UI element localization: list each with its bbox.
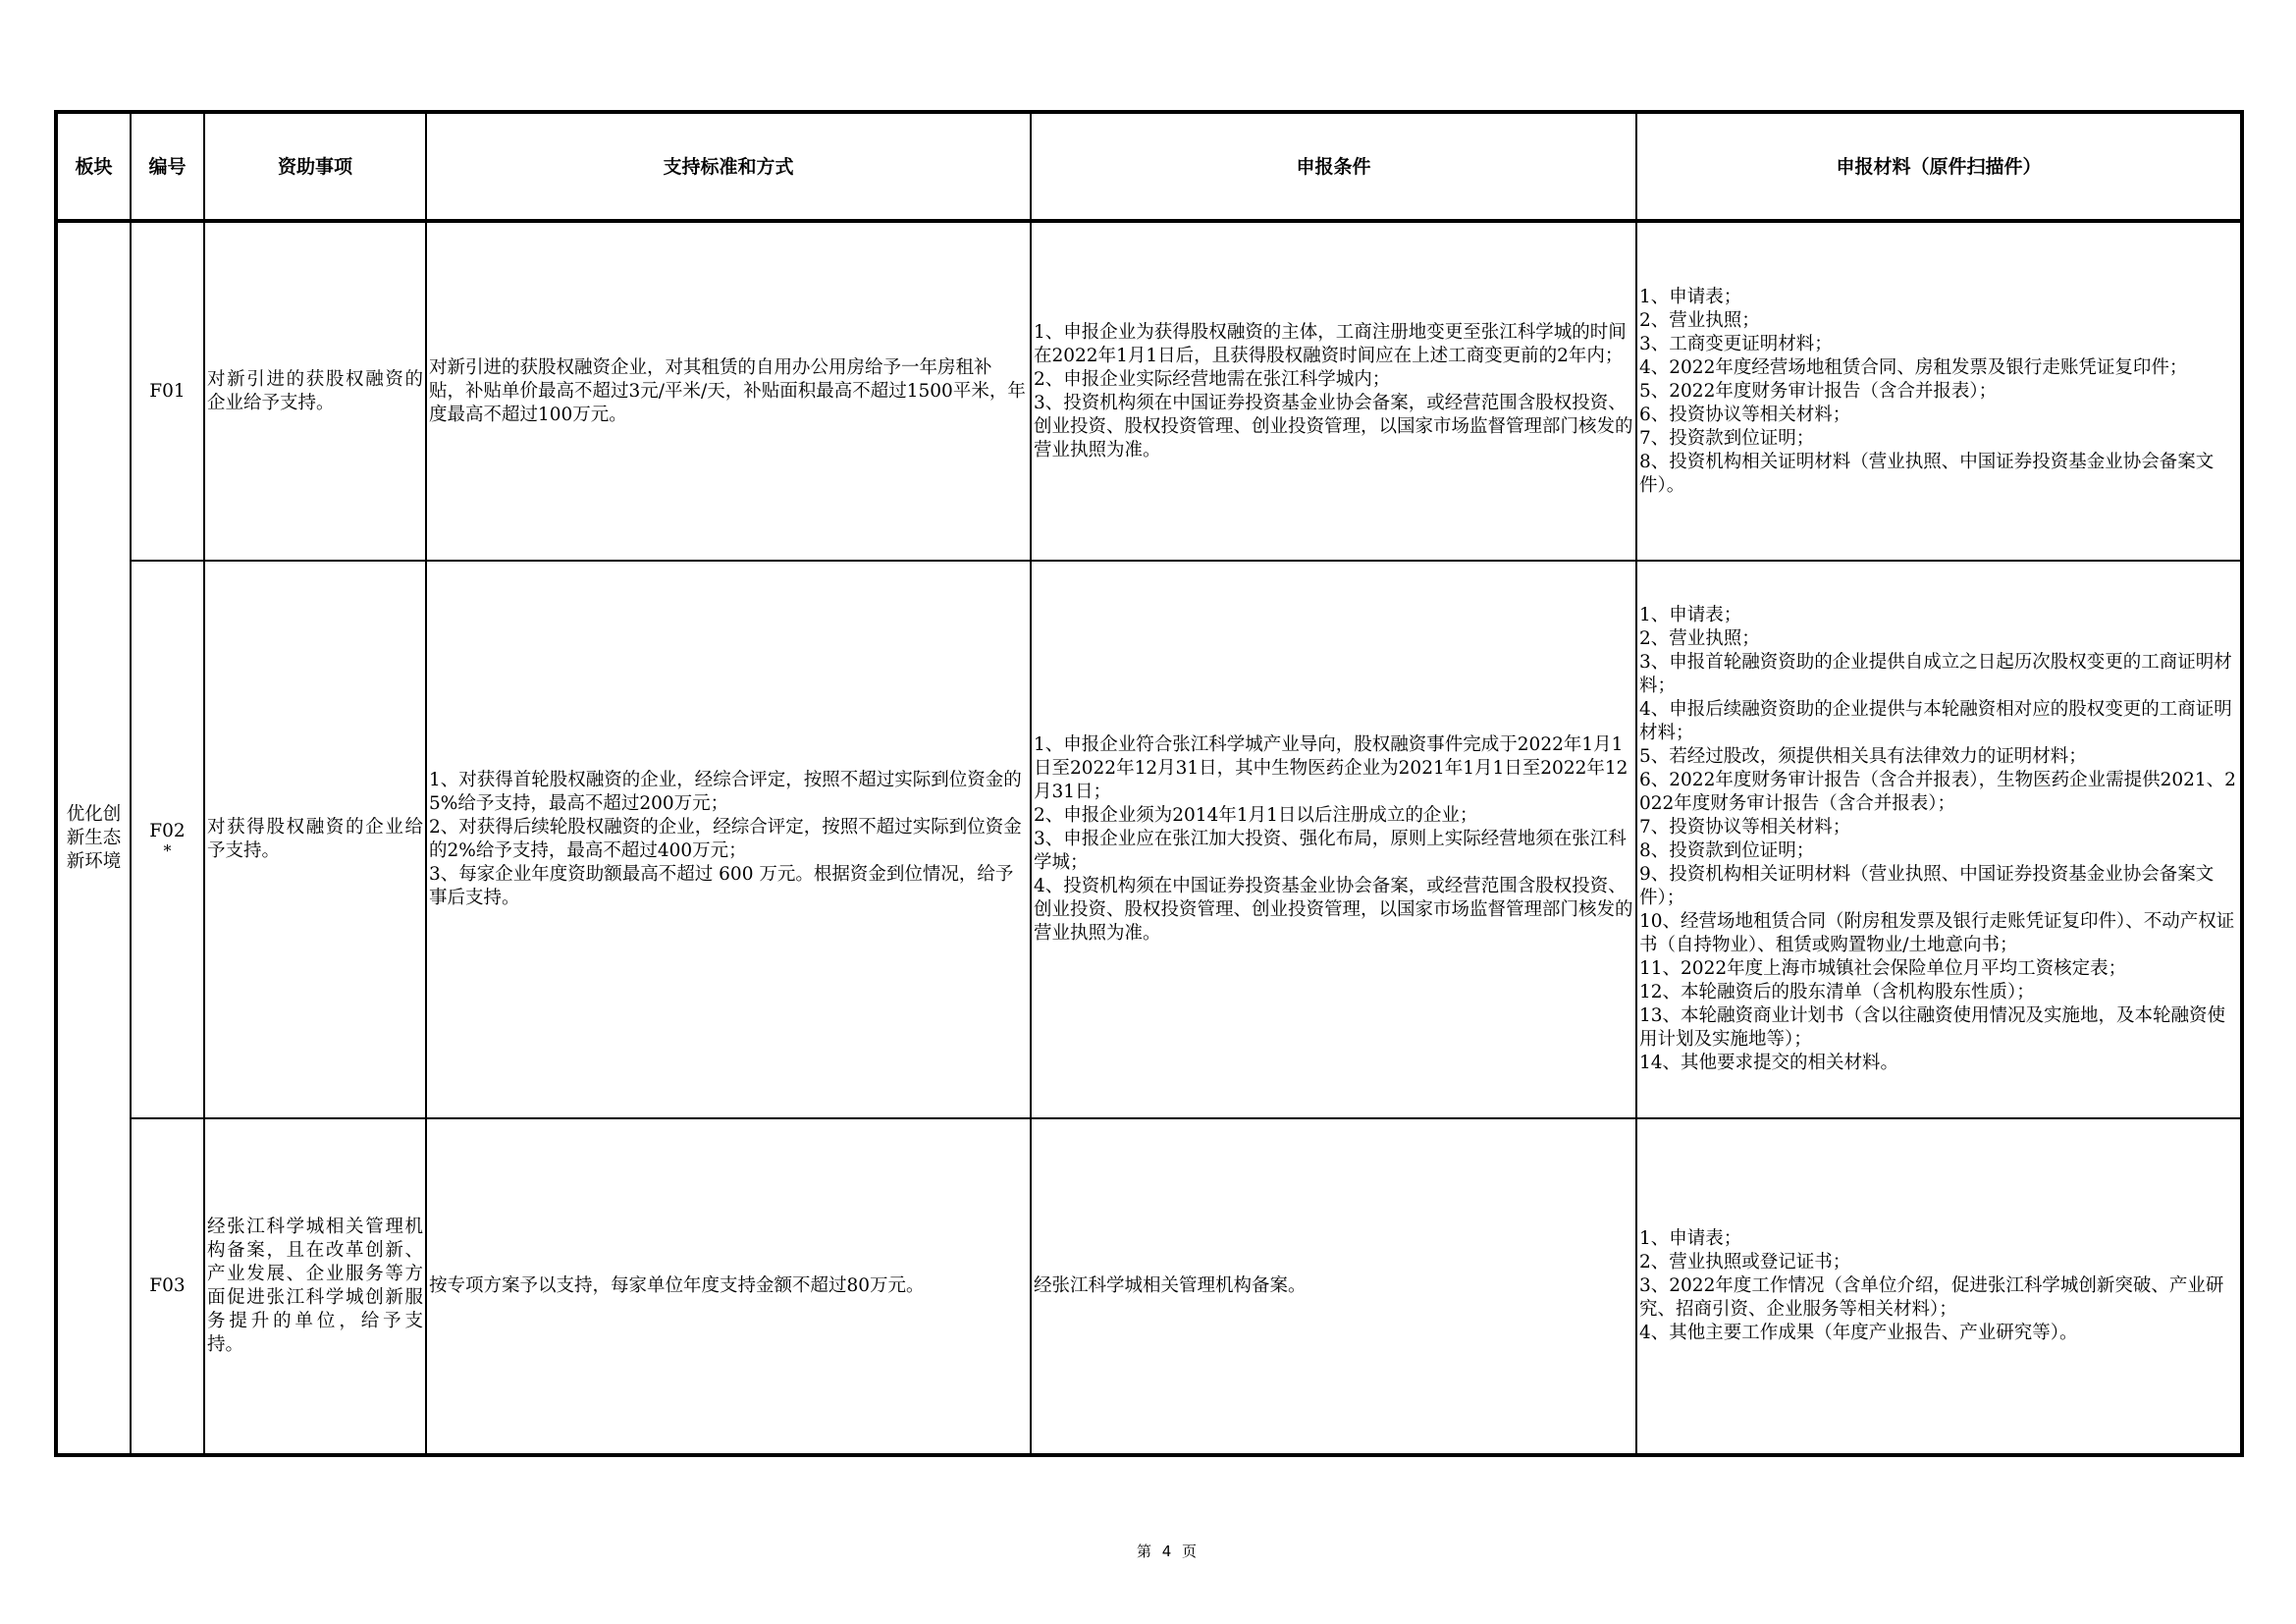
list-line: 2、申报企业实际经营地需在张江科学城内； (1034, 368, 1391, 390)
header-materials: 申报材料（原件扫描件） (1636, 112, 2242, 221)
header-block: 板块 (56, 112, 131, 221)
list-line: 3、2022年度工作情况（含单位介绍，促进张江科学城创新突破、产业研究、招商引资、企业服务等相关材料）； (1639, 1275, 2224, 1320)
code-value: F03 (149, 1275, 186, 1296)
list-line: 8、投资机构相关证明材料（营业执照、中国证券投资基金业协会备案文件）。 (1639, 451, 2215, 496)
list-line: 1、对获得首轮股权融资的企业，经综合评定，按照不超过实际到位资金的5%给予支持，最高不超过200万元； (429, 770, 1022, 814)
list-line: 2、营业执照； (1639, 628, 1760, 649)
list-line: 4、其他主要工作成果（年度产业报告、产业研究等）。 (1639, 1323, 2078, 1343)
list-line: 11、2022年度上海市城镇社会保险单位月平均工资核定表； (1639, 958, 2127, 979)
table-row-f02 (56, 561, 2242, 1118)
list-line: 5、2022年度财务审计报告（含合并报表）； (1639, 380, 1998, 402)
list-line: 5、若经过股改，须提供相关具有法律效力的证明材料； (1639, 746, 2087, 767)
list-line: 6、投资协议等相关材料； (1639, 404, 1851, 425)
list-line: 1、申请表； (1639, 286, 1742, 307)
list-line: 3、工商变更证明材料； (1639, 333, 1833, 354)
list-line: 7、投资协议等相关材料； (1639, 817, 1851, 838)
row-item: 对获得股权融资的企业给予支持。 (204, 561, 426, 1118)
list-line: 10、经营场地租赁合同（附房租发票及银行走账凭证复印件）、不动产权证书（自持物业）、租赁或购置物业/土地意向书； (1639, 911, 2235, 955)
row-code (131, 221, 204, 561)
table-row-f01 (56, 221, 2242, 561)
row-conditions (1031, 561, 1636, 1118)
list-line: 2、营业执照； (1639, 309, 1760, 331)
list-line: 4、2022年度经营场地租赁合同、房租发票及银行走账凭证复印件； (1639, 356, 2188, 378)
page-number: 第 4 页 (1136, 1543, 1201, 1560)
list-line: 1、申报企业为获得股权融资的主体，工商注册地变更至张江科学城的时间在2022年1月1日后，且获得股权融资时间应在上述工商变更前的2年内； (1034, 321, 1627, 366)
list-line: 2、申报企业须为2014年1月1日以后注册成立的企业； (1034, 805, 1478, 826)
header-conditions: 申报条件 (1031, 112, 1636, 221)
list-line: 8、投资款到位证明； (1639, 840, 1815, 861)
table-row-f03 (56, 1118, 2242, 1455)
list-line: 2、营业执照或登记证书； (1639, 1252, 1851, 1272)
row-conditions (1031, 1118, 1636, 1455)
list-line: 3、申报首轮融资资助的企业提供自成立之日起历次股权变更的工商证明材料； (1639, 652, 2232, 696)
funding-table (54, 110, 2244, 1457)
row-code (131, 561, 204, 1118)
list-line: 3、每家企业年度资助额最高不超过 600 万元。根据资金到位情况，给予事后支持。 (429, 864, 1014, 908)
code-value: F02 (149, 821, 186, 841)
list-line: 1、申请表； (1639, 1228, 1742, 1249)
list-line: 2、对获得后续轮股权融资的企业，经综合评定，按照不超过实际到位资金的2%给予支持，最高不超过400万元； (429, 817, 1022, 861)
row-standard (426, 561, 1031, 1118)
list-line: 1、申请表； (1639, 605, 1742, 625)
list-line: 经张江科学城相关管理机构备案。 (1034, 1275, 1307, 1296)
list-line: 13、本轮融资商业计划书（含以往融资使用情况及实施地，及本轮融资使用计划及实施地等）； (1639, 1005, 2226, 1050)
row-materials (1636, 561, 2242, 1118)
row-code (131, 1118, 204, 1455)
row-standard (426, 221, 1031, 561)
header-code: 编号 (131, 112, 204, 221)
list-line: 7、投资款到位证明； (1639, 427, 1815, 449)
row-item: 经张江科学城相关管理机构备案，且在改革创新、产业发展、企业服务等方面促进张江科学城创新服务提升的单位，给予支持。 (204, 1118, 426, 1455)
row-standard (426, 1118, 1031, 1455)
row-item: 对新引进的获股权融资的企业给予支持。 (204, 221, 426, 561)
table-header-row (56, 112, 2242, 221)
header-item: 资助事项 (204, 112, 426, 221)
list-line: 1、申报企业符合张江科学城产业导向，股权融资事件完成于2022年1月1日至2022年12月31日，其中生物医药企业为2021年1月1日至2022年12月31日； (1034, 734, 1629, 802)
header-standard: 支持标准和方式 (426, 112, 1031, 221)
list-line: 14、其他要求提交的相关材料。 (1639, 1053, 1899, 1073)
code-mark: * (163, 841, 172, 860)
list-line: 6、2022年度财务审计报告（含合并报表），生物医药企业需提供2021、2022年度财务审计报告（含合并报表）； (1639, 770, 2236, 814)
row-materials (1636, 221, 2242, 561)
list-line: 4、申报后续融资资助的企业提供与本轮融资相对应的股权变更的工商证明材料； (1639, 699, 2232, 743)
code-value: F01 (149, 380, 186, 402)
list-line: 按专项方案予以支持，每家单位年度支持金额不超过80万元。 (429, 1275, 925, 1296)
block-label: 优化创新生态新环境 (56, 221, 131, 1455)
list-line: 3、投资机构须在中国证券投资基金业协会备案，或经营范围含股权投资、创业投资、股权投资管理、创业投资管理，以国家市场监督管理部门核发的营业执照为准。 (1034, 392, 1633, 460)
row-materials (1636, 1118, 2242, 1455)
list-line: 对新引进的获股权融资企业，对其租赁的自用办公用房给予一年房租补贴，补贴单价最高不超过3元/平米/天，补贴面积最高不超过1500平米，年度最高不超过100万元。 (429, 356, 1026, 425)
list-line: 9、投资机构相关证明材料（营业执照、中国证券投资基金业协会备案文件）； (1639, 864, 2215, 908)
row-conditions (1031, 221, 1636, 561)
list-line: 4、投资机构须在中国证券投资基金业协会备案，或经营范围含股权投资、创业投资、股权投资管理、创业投资管理，以国家市场监督管理部门核发的营业执照为准。 (1034, 876, 1633, 944)
list-line: 3、申报企业应在张江加大投资、强化布局，原则上实际经营地须在张江科学城； (1034, 829, 1627, 873)
list-line: 12、本轮融资后的股东清单（含机构股东性质）； (1639, 982, 2035, 1002)
